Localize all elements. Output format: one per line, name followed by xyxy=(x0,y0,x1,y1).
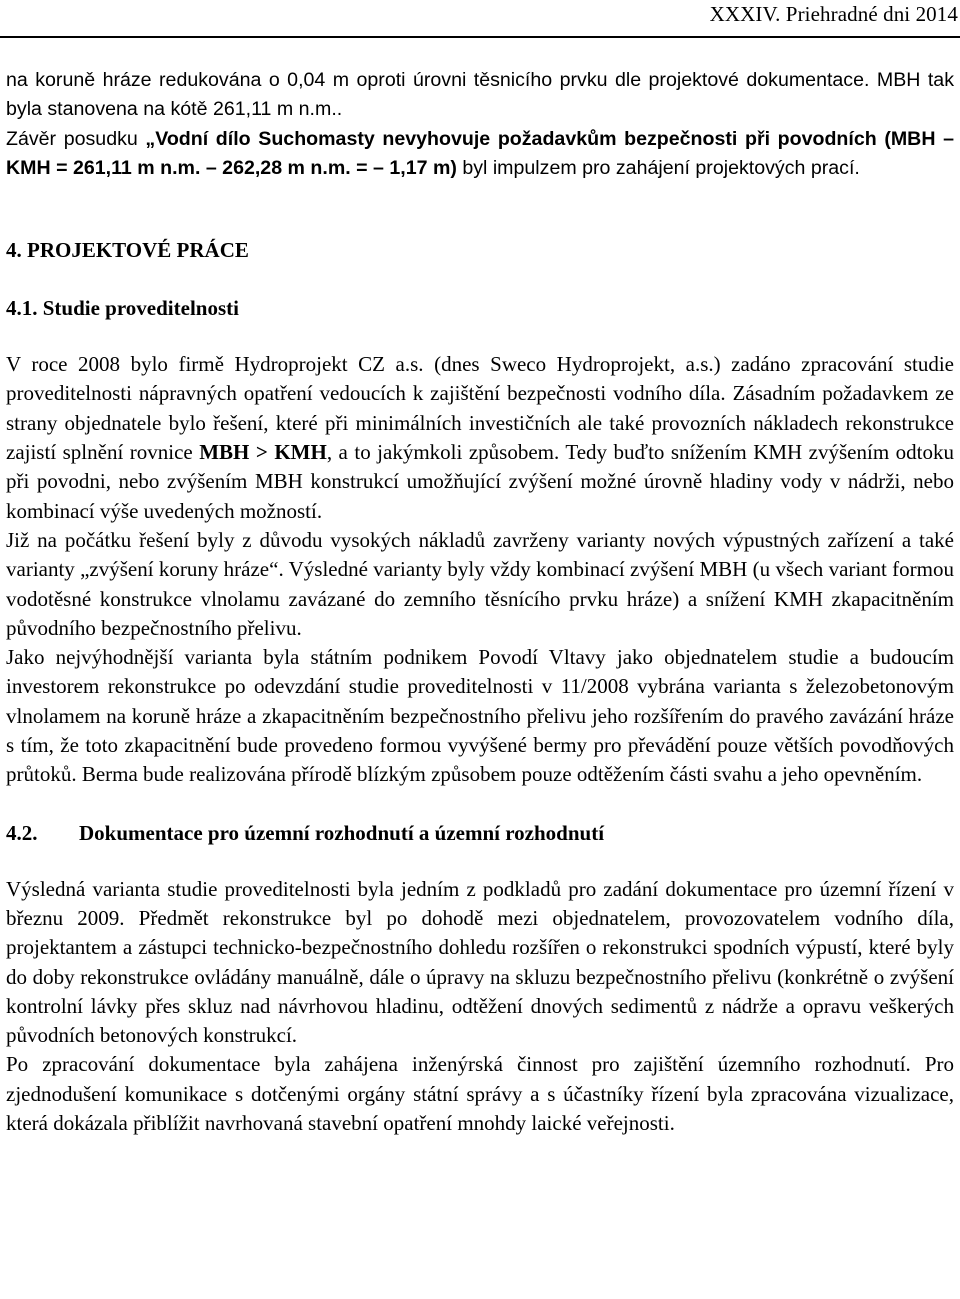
s41-p1-a: V roce 2008 bylo firmě Hydroprojekt CZ a.s. (dnes Sweco Hydroprojekt, a.s.) zadáno zpracování studie proveditelnosti nápravných opatření vedoucích k zajištění bezpečnosti vodního díla. xyxy=(6,352,954,406)
section-4-1-heading xyxy=(6,294,954,323)
s41-p1-d: , a to jakýmkoli způsobem. Tedy buďto snížením KMH zvýšením odtoku při povodni, nebo zvýšením MBH konstrukcí umožňující zvýšení možné úrovně hladiny vody v nádrži, nebo kombinací výše uvedených možností. xyxy=(6,440,954,523)
section-4-title: PROJEKTOVÉ PRÁCE xyxy=(27,238,249,263)
s41-p1-b: Zásadním požadavkem ze strany objednatele bylo řešení, které při minimálních investičních ale také provozních nákladech rekonstrukce zajistí splnění rovnice xyxy=(6,381,954,465)
intro-paragraph-1: na koruně hráze redukována o 0,04 m oproti úrovni těsnicího prvku dle projektové dokumentace. MBH tak byla stanovena na kótě 261,11 m n.m.. xyxy=(6,69,954,121)
intro-text-c: byl impulzem pro zahájení projektových prací. xyxy=(456,156,860,179)
intro-paragraph-2 xyxy=(6,125,954,184)
running-header: XXXIV. Priehradné dni 2014 xyxy=(709,2,958,26)
section-4-number: 4. xyxy=(6,238,22,263)
section-4-2-number: 4.2. xyxy=(6,820,38,845)
section-4-1-paragraph-2: Již na počátku řešení byly z důvodu vysokých nákladů zavrženy varianty nových výpustných zařízení a také varianty „zvýšení koruny hráze“. Výsledné varianty byly vždy kombinací zvýšení MBH (u všech variant formou vodotěsné konstrukce vlnolamu zavázané do zemního těsnícího prvku hráze) a snížení KMH zkapacitněním původního bezpečnostního přelivu. xyxy=(6,527,954,640)
section-4-1-number: 4.1. xyxy=(6,296,38,321)
page-body xyxy=(6,66,954,1138)
section-4-2-paragraph-1: Výsledná varianta studie proveditelnosti byla jedním z podkladů pro zadání dokumentace pro územní řízení v březnu 2009. Předmět rekonstrukce byl po dohodě mezi objednatelem, provozovatelem vodního díla, projektantem a zástupci technicko-bezpečnostního dohledu rozšířen o rekonstrukci spodních výpustí, které byly do doby rekonstrukce ovládány manuálně, dále o úpravy na skluzu bezpečnostního přelivu (konkrétně o zvýšení kontrolní lávky přes skluz nad návrhovou hladinu, odtěžení dnových sedimentů z nádrže a opravu veškerých původních betonových konstrukcí. xyxy=(6,876,954,1048)
section-4-2-title: Dokumentace pro územní rozhodnutí a územní rozhodnutí xyxy=(79,820,605,845)
section-4-2-heading xyxy=(6,819,954,848)
section-4-2-paragraph-2: Po zpracování dokumentace byla zahájena inženýrská činnost pro zajištění územního rozhodnutí. Pro zjednodušení komunikace s dotčenými orgány státní správy a s účastníky řízení byla zpracována vizualizace, která dokázala přiblížit navrhovaná stavební opatření mnohdy laické veřejnosti. xyxy=(6,1052,954,1136)
section-4-1-title: Studie proveditelnosti xyxy=(42,296,239,321)
header-rule xyxy=(0,36,960,38)
intro-text-a: Závěr posudku xyxy=(6,127,146,150)
section-4-1-paragraph-3: Jako nejvýhodnější varianta byla státním podnikem Povodí Vltavy jako objednatelem studie a budoucím investorem rekonstrukce po odevzdání studie proveditelnosti v 11/2008 vybrána varianta s železobetonovým vlnolamem na koruně hráze a zkapacitněním bezpečnostního přelivu jeho rozšířením do pravého zavázání hráze s tím, že toto zkapacitnění bude provedeno formou vyvýšené bermy pro převádění pouze větších povodňových průtoků. Berma bude realizována přírodě blízkým způsobem pouze odtěžením části svahu a jeho opevněním. xyxy=(6,645,954,787)
section-4-heading xyxy=(6,236,954,265)
intro-conclusion-bold: „Vodní dílo Suchomasty nevyhovuje požadavkům bezpečnosti při povodních (MBH – KMH = 261,11 m n.m. – 262,28 m n.m. = – 1,17 m) xyxy=(6,127,954,179)
s41-p1-equation: MBH > KMH xyxy=(199,440,327,465)
section-4-1-paragraph-1 xyxy=(6,350,954,526)
